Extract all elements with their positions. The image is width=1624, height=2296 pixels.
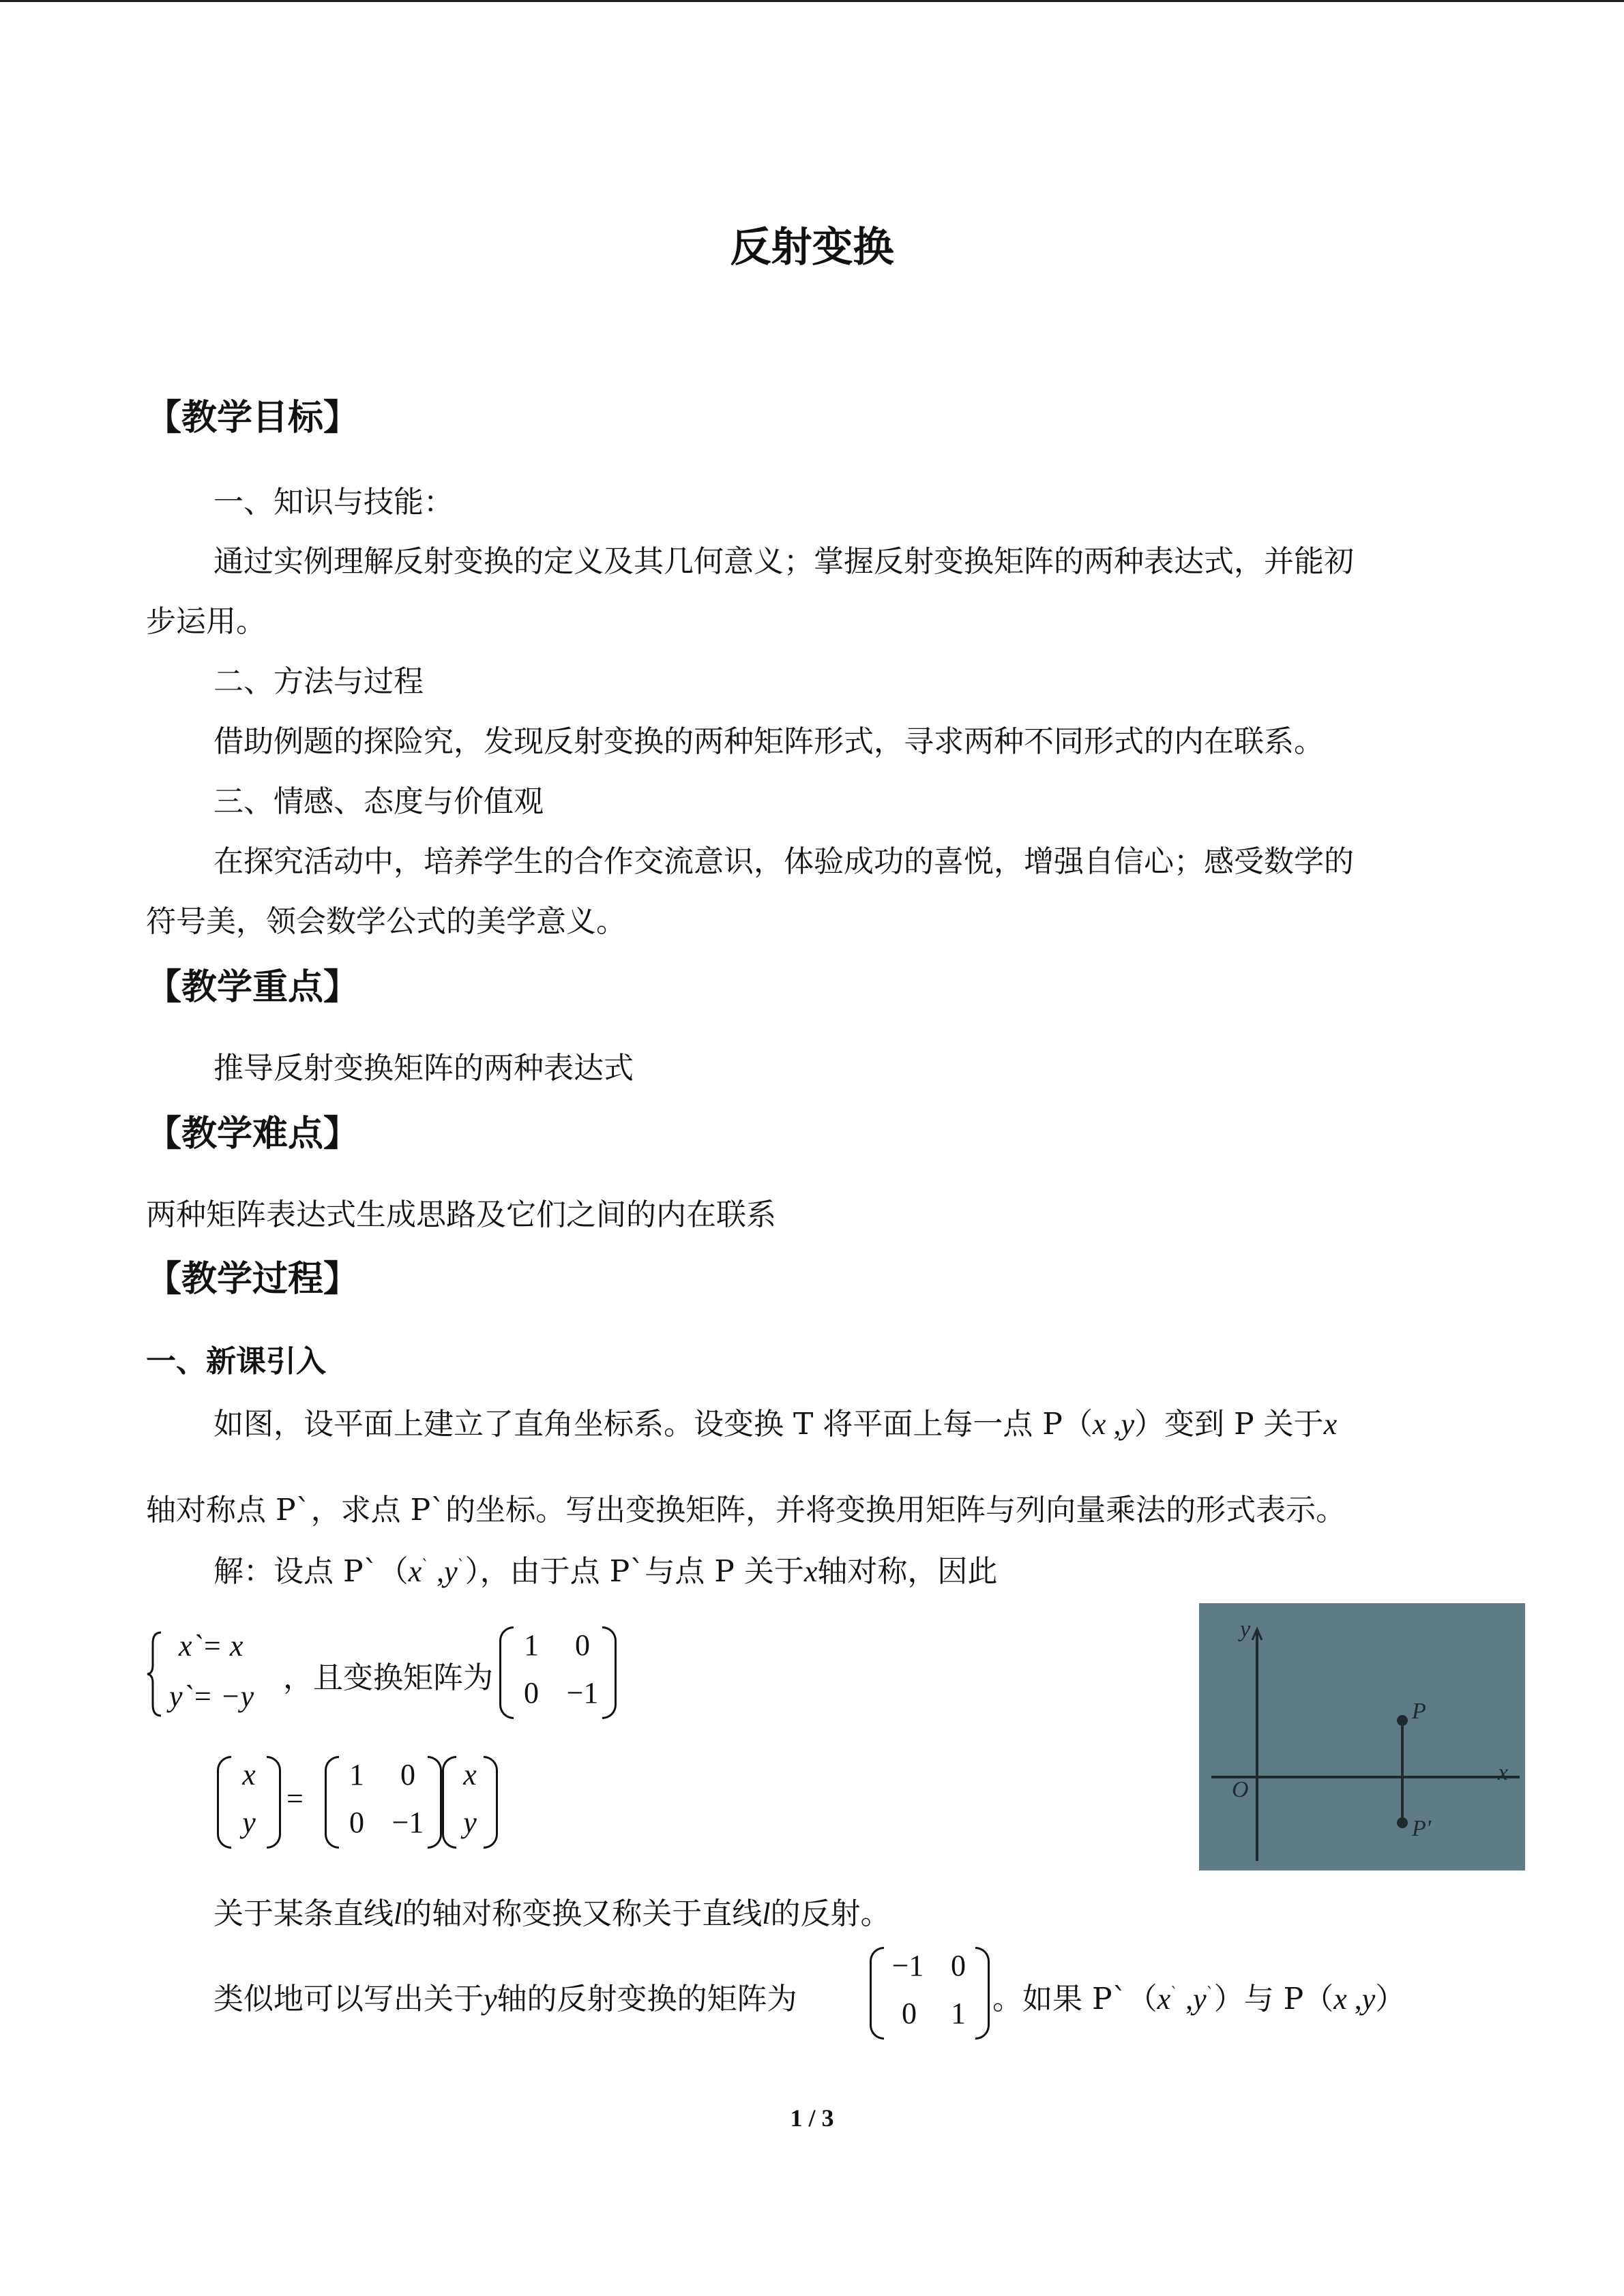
figure-y-label: y [1240,1617,1251,1642]
matrix-eq-cell: 1 [349,1758,364,1791]
vector-right-cell: x [463,1758,477,1791]
heading-process: 【教学过程】 [146,1258,359,1300]
goal-3-text-b: 符号美，领会数学公式的美学意义。 [146,904,626,939]
subheading-intro: 一、新课引入 [146,1344,326,1379]
page-border [0,0,1624,2]
page-number: 1 / 3 [790,2104,834,2132]
matrix-eq-cell: 0 [400,1758,415,1791]
intro-paragraph-line1: 如图，设平面上建立了直角坐标系。设变换 T 将平面上每一点 P（x ,y）变到 P 关于x [213,1407,1338,1442]
matrix-eq-cell: 0 [349,1806,364,1839]
point-p-prime [1397,1817,1408,1828]
system-text: ，且变换矩阵为 [283,1660,493,1695]
reflection-definition: 关于某条直线l的轴对称变换又称关于直线l的反射。 [213,1896,891,1931]
matrix-x-cell: −1 [566,1676,599,1710]
vector-right [442,1756,498,1849]
difficulties-text: 两种矩阵表达式生成思路及它们之间的内在联系 [146,1197,776,1232]
heading-goals: 【教学目标】 [146,397,359,438]
similar-line-a: 类似地可以写出关于y轴的反射变换的矩阵为 [213,1982,797,2016]
goal-1-title: 一、知识与技能： [213,485,454,520]
vector-left-cell: y [242,1806,256,1839]
heading-difficulties: 【教学难点】 [146,1113,359,1154]
equals-sign: = [286,1782,304,1815]
system-eq-2: y`= −y [169,1680,254,1713]
figure-p-prime-label: P′ [1412,1816,1432,1841]
goal-3-title: 三、情感、态度与价值观 [213,784,544,819]
matrix-x-cell: 0 [575,1628,590,1662]
solution-line: 解：设点 P`（x` ,y`），由于点 P`与点 P 关于x轴对称，因此 [213,1554,998,1589]
matrix-equation-matrix [325,1756,442,1849]
goal-2-text: 借助例题的探险究，发现反射变换的两种矩阵形式，寻求两种不同形式的内在联系。 [213,724,1324,759]
similar-line-b: 。如果 P`（x` ,y`）与 P（x ,y） [992,1982,1406,2016]
matrix-y-reflection [870,1947,990,2040]
key-points-text: 推导反射变换矩阵的两种表达式 [213,1051,634,1086]
matrix-eq-cell: −1 [392,1806,424,1839]
matrix-y-cell: 1 [951,1997,966,2030]
heading-key-points: 【教学重点】 [146,966,359,1008]
goal-3-text-a: 在探究活动中，培养学生的合作交流意识，体验成功的喜悦，增强自信心；感受数学的 [213,844,1354,879]
matrix-x-cell: 1 [524,1628,539,1662]
matrix-y-cell: 0 [951,1949,966,1982]
coordinate-figure [1199,1603,1525,1870]
vector-left-cell: x [242,1758,256,1791]
matrix-y-cell: 0 [902,1997,917,2030]
figure-p-label: P [1412,1699,1426,1724]
matrix-x-cell: 0 [524,1676,539,1710]
point-p [1397,1715,1408,1726]
system-brace [146,1630,164,1718]
figure-svg [1199,1603,1525,1870]
vector-left [217,1756,281,1849]
page-title: 反射变换 [730,224,894,271]
goal-2-title: 二、方法与过程 [213,664,424,699]
goal-1-text-b: 步运用。 [146,604,266,639]
matrix-y-cell: −1 [891,1949,924,1982]
intro-paragraph-line2: 轴对称点 P`，求点 P`的坐标。写出变换矩阵，并将变换用矩阵与列向量乘法的形式表示。 [146,1493,1346,1527]
goal-1-text-a: 通过实例理解反射变换的定义及其几何意义；掌握反射变换矩阵的两种表达式，并能初 [213,544,1354,579]
vector-right-cell: y [463,1806,477,1839]
figure-x-label: x [1498,1760,1509,1785]
figure-origin-label: O [1232,1777,1249,1802]
system-eq-1: x`= x [179,1629,243,1663]
matrix-x-reflection [499,1626,617,1719]
